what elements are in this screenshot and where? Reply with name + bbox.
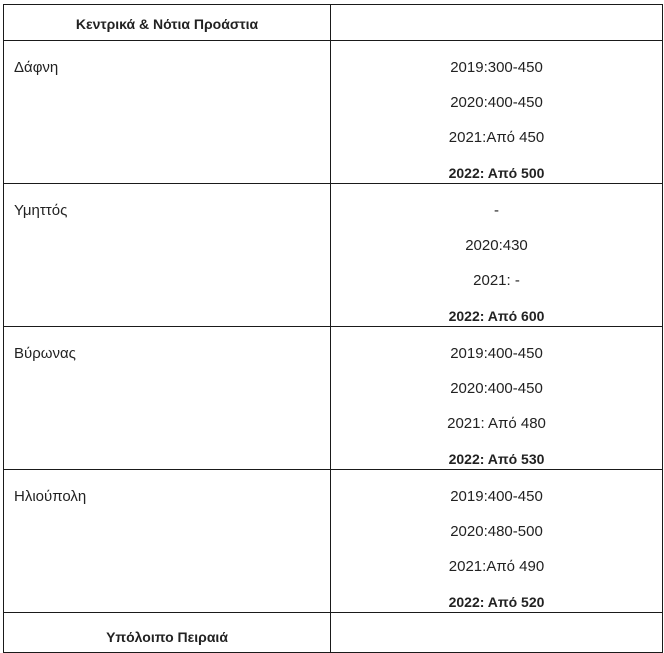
price-2020: 2020:400-450 xyxy=(450,94,543,111)
price-2021: 2021: - xyxy=(473,272,520,289)
section-header: Κεντρικά & Νότια Προάστια xyxy=(4,5,331,40)
price-list xyxy=(331,184,662,326)
table-footer-row xyxy=(4,613,662,653)
price-2021: 2021:Από 450 xyxy=(448,129,545,146)
section-header: Υπόλοιπο Πειραιά xyxy=(4,613,331,652)
price-list xyxy=(331,470,662,612)
price-2019: 2019:400-450 xyxy=(450,488,543,505)
price-2019: 2019:300-450 xyxy=(450,59,543,76)
table-row xyxy=(4,470,662,613)
price-2021: 2021: Από 480 xyxy=(447,415,546,432)
price-2022: 2022: Από 600 xyxy=(448,308,545,324)
table-header-row xyxy=(4,5,662,41)
price-list xyxy=(331,41,662,183)
price-2022: 2022: Από 530 xyxy=(448,451,545,467)
area-name: Υμηττός xyxy=(4,184,331,326)
price-2022: 2022: Από 520 xyxy=(448,594,545,610)
price-2020: 2020:430 xyxy=(465,237,528,254)
price-2019: - xyxy=(494,202,499,219)
table-row xyxy=(4,327,662,470)
price-list xyxy=(331,327,662,469)
table-row xyxy=(4,41,662,184)
price-2019: 2019:400-450 xyxy=(450,345,543,362)
price-2020: 2020:480-500 xyxy=(450,523,543,540)
area-name: Βύρωνας xyxy=(4,327,331,469)
table-row xyxy=(4,184,662,327)
area-name: Δάφνη xyxy=(4,41,331,183)
price-2022: 2022: Από 500 xyxy=(448,165,545,181)
price-2020: 2020:400-450 xyxy=(450,380,543,397)
footer-empty-cell xyxy=(331,613,662,652)
price-2021: 2021:Από 490 xyxy=(448,558,545,575)
header-empty-cell xyxy=(331,5,662,40)
area-name: Ηλιούπολη xyxy=(4,470,331,612)
price-table xyxy=(3,4,663,653)
